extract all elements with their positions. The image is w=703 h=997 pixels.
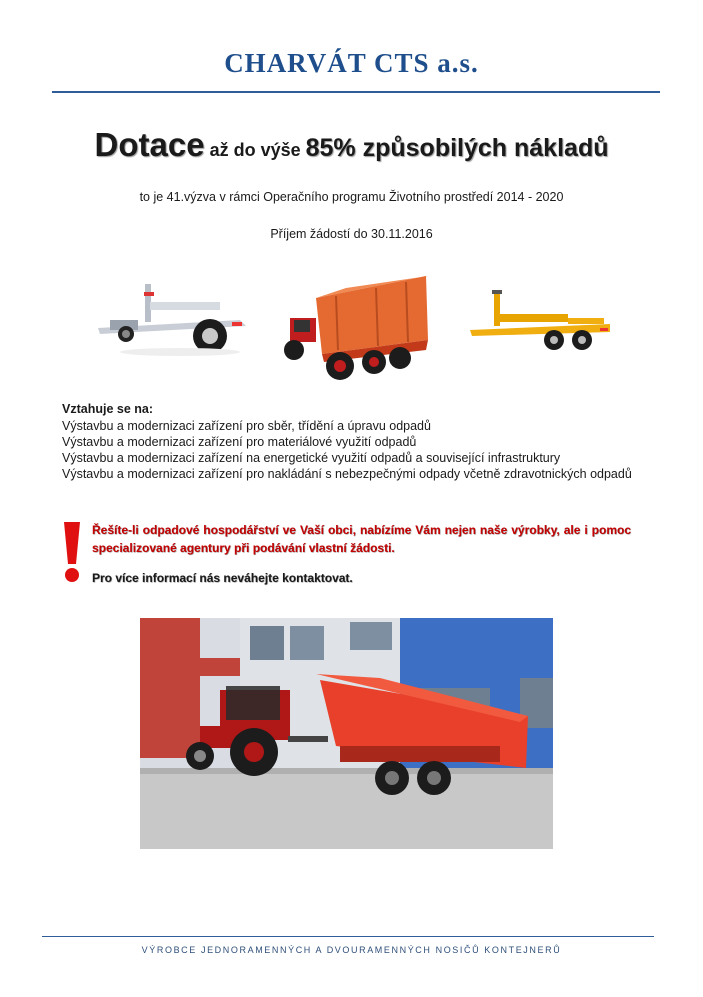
exclamation-icon [60, 520, 84, 584]
list-item: Výstavbu a modernizaci zařízení pro materiálové využití odpadů [62, 435, 417, 449]
section-heading: Vztahuje se na: [62, 402, 153, 416]
footer-tagline: VÝROBCE JEDNORAMENNÝCH A DVOURAMENNÝCH NOSIČŮ KONTEJNERŮ [141, 945, 562, 955]
tractor-tipper-main-photo [140, 618, 553, 849]
tractor-tipper-photo [276, 268, 436, 388]
list-item: Výstavbu a modernizaci zařízení pro sběr, třídění a úpravu odpadů [62, 419, 431, 433]
list-item: Výstavbu a modernizaci zařízení pro nakládání s nebezpečnými odpady včetně zdravotnických odpadů [62, 467, 632, 481]
eligibility-list [62, 418, 632, 482]
chassis-trailer-photo [90, 276, 252, 360]
footer-divider [42, 936, 654, 937]
headline-up-to: až do výše [204, 140, 306, 160]
header-divider [52, 91, 660, 93]
application-deadline: Příjem žádostí do 30.11.2016 [270, 227, 433, 241]
list-item: Výstavbu a modernizaci zařízení na energetické využití odpadů a související infrastruktury [62, 451, 561, 465]
contact-text: Pro více informací nás neváhejte kontaktovat. [92, 571, 353, 585]
headline-percentage: 85% způsobilých nákladů [305, 134, 609, 162]
hooklift-chassis-photo [464, 288, 614, 354]
headline-dotace: Dotace [94, 126, 205, 163]
subtitle: to je 41.výzva v rámci Operačního programu Životního prostředí 2014 - 2020 [139, 190, 564, 204]
company-name: CHARVÁT CTS a.s. [224, 48, 479, 78]
headline [0, 126, 703, 164]
agency-notice: Řešíte-li odpadové hospodářství ve Vaší obci, nabízíme Vám nejen naše výrobky, ale i pomoc specializované agentury při podávání vlastní žádosti. [92, 523, 631, 555]
